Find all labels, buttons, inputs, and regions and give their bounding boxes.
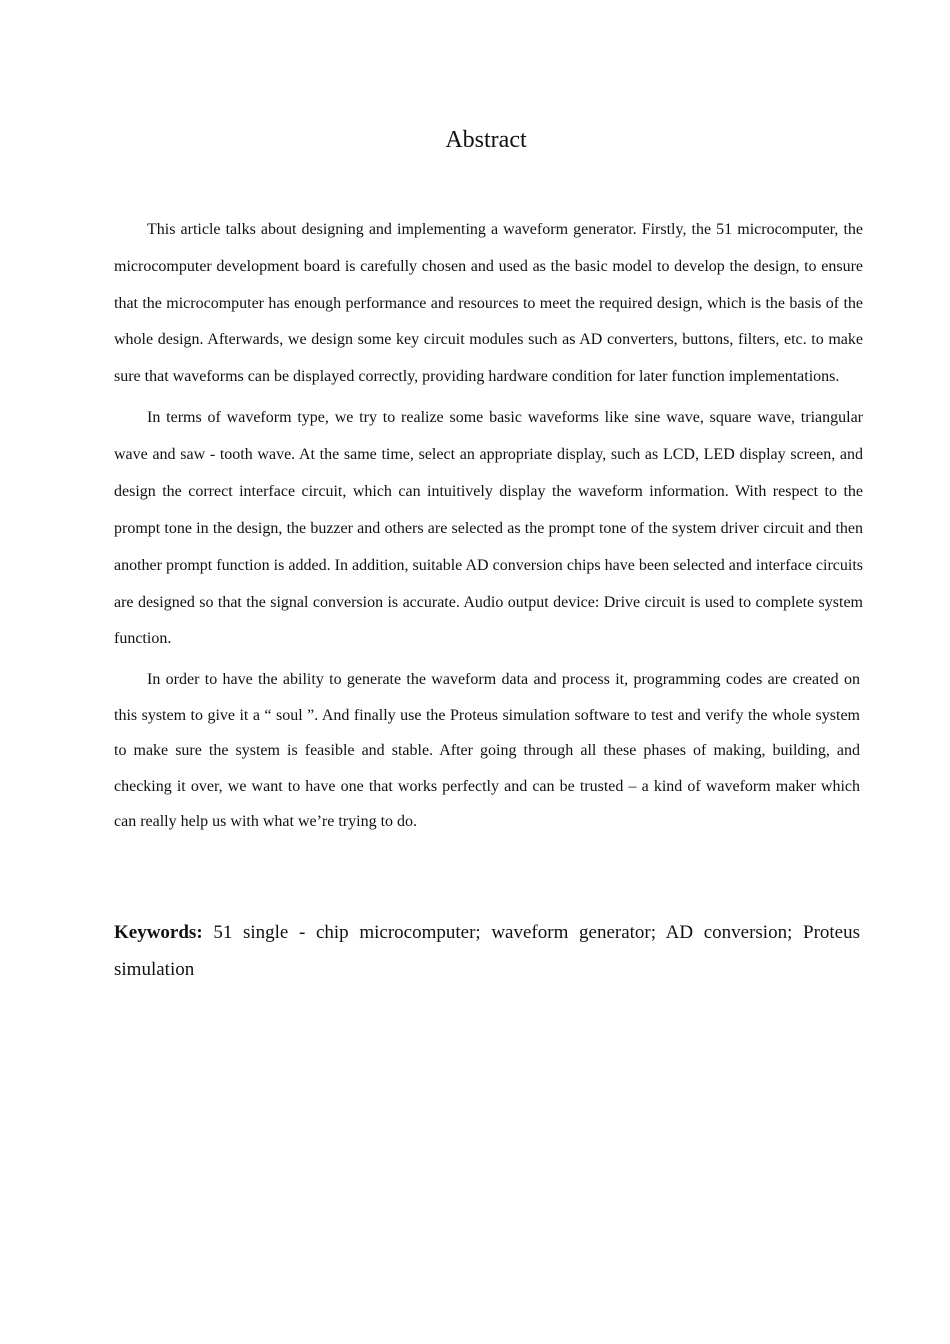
keywords-label: Keywords: (114, 922, 203, 943)
keywords-text: 51 single - chip microcomputer; waveform generator; AD conversion; Proteus simulation (114, 922, 861, 980)
keywords-line (114, 914, 860, 988)
abstract-title: Abstract (445, 127, 527, 153)
abstract-paragraph-2: In terms of waveform type, we try to realize some basic waveforms like sine wave, square wave, triangular wave and saw - tooth wave. At the same time, select an appropriate display, such as LCD, LED display screen, and design the correct interface circuit, which can intuitively display the waveform information. With respect to the prompt tone in the design, the buzzer and others are selected as the prompt tone of the system driver circuit and then another prompt function is added. In addition, suitable AD conversion chips have been selected and interface circuits are designed so that the signal conversion is accurate. Audio output device: Drive circuit is used to complete system function. (114, 408, 863, 648)
abstract-paragraph-1: This article talks about designing and implementing a waveform generator. Firstly, the 51 microcomputer, the microcomputer development board is carefully chosen and used as the basic model to develop the design, to ensure that the microcomputer has enough performance and resources to meet the required design, which is the basis of the whole design. Afterwards, we design some key circuit modules such as AD converters, buttons, filters, etc. to make sure that waveforms can be displayed correctly, providing hardware condition for later function implementations. (114, 221, 863, 386)
abstract-body (114, 212, 863, 839)
abstract-paragraph-3: In order to have the ability to generate the waveform data and process it, programming codes are created on this system to give it a “ soul ”. And finally use the Proteus simulation software to test and verify the whole system to make sure the system is feasible and stable. After going through all these phases of making, building, and checking it over, we want to have one that works perfectly and can be trusted – a kind of waveform maker which can really help us with what we’re trying to do. (114, 671, 860, 830)
